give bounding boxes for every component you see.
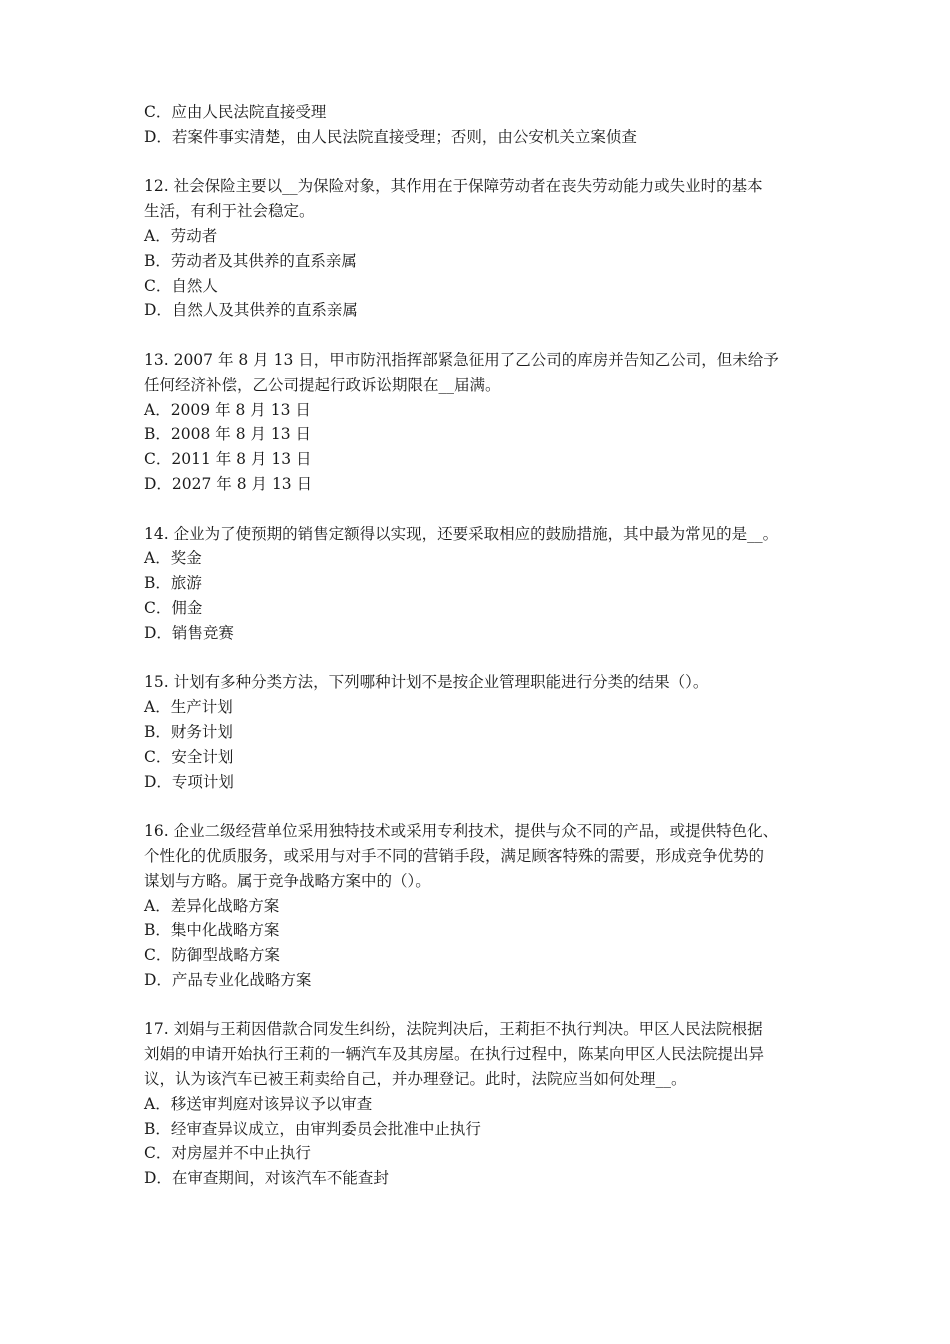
option-c: C．防御型战略方案 — [144, 946, 280, 965]
option-c: C．佣金 — [144, 598, 203, 617]
option-c: C．应由人民法院直接受理 — [144, 103, 327, 121]
question-stem-line: 12. 社会保险主要以__为保险对象，其作用在于保障劳动者在丧失劳动能力或失业时的基本 — [144, 177, 763, 196]
question-stem-line: 生活，有利于社会稳定。 — [144, 202, 315, 221]
option-d: D．若案件事实清楚，由人民法院直接受理；否则，由公安机关立案侦查 — [144, 127, 637, 146]
option-d: D．销售竞赛 — [144, 623, 234, 642]
question-stem-line: 13. 2007 年 8 月 13 日，甲市防汛指挥部紧急征用了乙公司的库房并告知乙公司，但未给予 — [144, 350, 779, 369]
option-b: B．劳动者及其供养的直系亲属 — [144, 251, 357, 270]
question-stem-line: 16. 企业二级经营单位采用独特技术或采用专利技术，提供与众不同的产品，或提供特色化、 — [144, 822, 779, 841]
question-spacer — [144, 993, 816, 1018]
question-stem-line: 议，认为该汽车已被王莉卖给自己，并办理登记。此时，法院应当如何处理__。 — [144, 1070, 687, 1089]
question-stem-line: 15. 计划有多种分类方法，下列哪种计划不是按企业管理职能进行分类的结果（）。 — [144, 673, 709, 692]
question-block — [144, 1017, 816, 1191]
option-a: A．差异化战略方案 — [144, 896, 280, 915]
question-spacer — [144, 323, 816, 348]
question-list — [144, 150, 816, 1191]
question-block — [144, 174, 816, 323]
option-b: B．2008 年 8 月 13 日 — [144, 425, 312, 444]
option-b: B．财务计划 — [144, 722, 233, 741]
question-spacer — [144, 497, 816, 522]
option-d: D．自然人及其供养的直系亲属 — [144, 301, 358, 320]
question-block — [144, 522, 816, 646]
option-b: B．旅游 — [144, 574, 202, 593]
question-stem-line: 个性化的优质服务，或采用与对手不同的营销手段，满足顾客特殊的需要，形成竞争优势的 — [144, 846, 765, 865]
question-stem-line: 14. 企业为了使预期的销售定额得以实现，还要采取相应的鼓励措施，其中最为常见的是__。 — [144, 524, 779, 543]
option-c: C．对房屋并不中止执行 — [144, 1144, 311, 1163]
option-a: A．2009 年 8 月 13 日 — [144, 400, 311, 419]
question-stem-line: 刘娟的申请开始执行王莉的一辆汽车及其房屋。在执行过程中，陈某向甲区人民法院提出异 — [144, 1045, 765, 1064]
option-a: A．劳动者 — [144, 226, 218, 245]
question-block — [144, 348, 816, 497]
document-page — [144, 100, 816, 1191]
option-d: D．产品专业化战略方案 — [144, 970, 312, 989]
question-stem-line: 17. 刘娟与王莉因借款合同发生纠纷，法院判决后，王莉拒不执行判决。甲区人民法院根据 — [144, 1020, 763, 1039]
previous-question-options — [144, 100, 816, 150]
question-stem-line: 谋划与方略。属于竞争战略方案中的（）。 — [144, 871, 431, 890]
option-d: D．在审查期间，对该汽车不能查封 — [144, 1169, 389, 1188]
question-stem-line: 任何经济补偿，乙公司提起行政诉讼期限在__届满。 — [144, 375, 501, 394]
question-block — [144, 819, 816, 993]
option-d: D．2027 年 8 月 13 日 — [144, 474, 313, 493]
option-b: B．经审查异议成立，由审判委员会批准中止执行 — [144, 1119, 481, 1138]
option-c: C．自然人 — [144, 276, 218, 295]
option-a: A．移送审判庭对该异议予以审查 — [144, 1094, 373, 1113]
option-b: B．集中化战略方案 — [144, 921, 280, 940]
option-d: D．专项计划 — [144, 772, 234, 791]
option-a: A．生产计划 — [144, 698, 233, 717]
question-block — [144, 670, 816, 794]
question-spacer — [144, 794, 816, 819]
question-spacer — [144, 150, 816, 175]
option-c: C．安全计划 — [144, 747, 234, 766]
option-a: A．奖金 — [144, 549, 202, 568]
option-c: C．2011 年 8 月 13 日 — [144, 450, 312, 469]
question-spacer — [144, 646, 816, 671]
